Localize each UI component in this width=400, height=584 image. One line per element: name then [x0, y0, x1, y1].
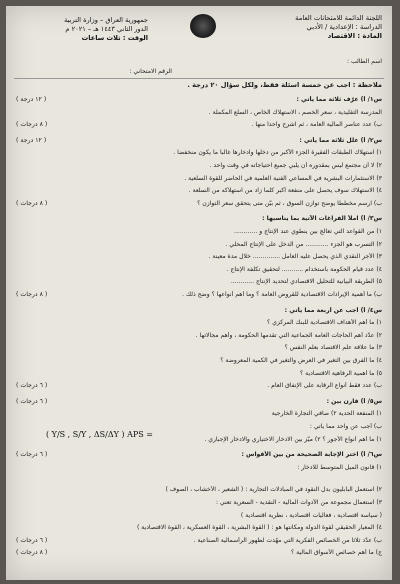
- question-line: س٣/ أ) املأ الفراغات الآتية بما يناسبها :: [262, 215, 382, 223]
- header-left-line: الدور الثاني ١٤٤٣ هـ – ٢٠٢١ م: [65, 25, 148, 33]
- question-line: ١) ما أهم أنواع الأجور ؟ ٢) ميّز بين الادخار الاختياري والادخار الإجباري .: [204, 435, 382, 443]
- header-rule: [14, 78, 384, 79]
- question-line: س٢/ أ) علل ثلاثة مما يأتي :: [299, 136, 382, 144]
- marks-label: ( ٦ درجات ): [16, 451, 48, 459]
- question-line: س١/ أ) عرّف ثلاثة مما يأتي :: [296, 96, 382, 103]
- question-line: ٢) لا أن مجتمع ليس بمقدوره أن يلبي جميع احتياجاته في وقت واحد .: [209, 162, 382, 169]
- formula-option: ,: [67, 430, 73, 439]
- question-line: ب) عدد فقط أنواع الرقابة على الإنفاق العام .: [267, 382, 382, 390]
- header-right-line: اللجنة الدائمة للامتحانات العامة: [295, 14, 382, 22]
- formula-option: ,: [88, 430, 94, 439]
- question-line: ب) عدد عناصر المالية العامة ، ثم اشرح واحداً منها .: [251, 121, 382, 129]
- marks-label: ( ٦ درجات ): [16, 536, 48, 544]
- marks-label: ( ٦ درجات ): [16, 382, 48, 390]
- formula-label: APS =: [127, 430, 153, 439]
- marks-label: ( ٦ درجات ): [16, 397, 48, 405]
- question-line: س٤/ أ) أجب عن أربعة مما يأتي :: [284, 306, 382, 314]
- header-right-line: الدراسة : الإعدادية / الأدبي: [306, 23, 382, 31]
- formula-option: S/Y: [72, 430, 89, 439]
- question-line: ٣) الاستثمارات البشرية في المساعي الفنية العلمية في الحاضر للقوة السلعية .: [184, 174, 382, 182]
- marks-label: ( ٨ درجات ): [16, 199, 48, 207]
- header-left-line: الوقت : ثلاث ساعات: [81, 34, 148, 42]
- header-right-line: المادة : الاقتصاد: [327, 32, 382, 40]
- marks-label: ( ٨ درجات ): [16, 549, 48, 557]
- marks-label: ( ٨ درجات ): [16, 291, 48, 298]
- question-line: ٤) المعيار الحقيقي لقوة الدولة ومكانتها هو : ( القوة البشرية ، القوة العسكرية ، القوة الاقتصادية ): [136, 524, 382, 532]
- question-line: ٤) ما الفرق بين التغير في العرض والتغير في الكمية المعروضة ؟: [220, 357, 382, 364]
- formula-option: ( Y/S: [46, 430, 68, 439]
- question-line: ١) المنفعة الحدية ٢) صافي التجارة الخارجية: [271, 410, 382, 418]
- question-line: ٥) ما أهمية الرفاهية الاقتصادية ؟: [300, 369, 382, 377]
- student-name-label: اسم الطالب :: [346, 58, 382, 65]
- marks-label: ( ١٢ درجة ): [16, 136, 47, 144]
- ministry-seal: [190, 14, 216, 38]
- question-line: ١) استهلاك الطبقات الفقيرة الجزء الأكبر من دخلها وادخارها غالباً ما يكون منخفضاً .: [173, 149, 382, 157]
- question-line: س٥/ أ) قارن بين :: [326, 397, 382, 405]
- question-line: ٤) الاستهلاك سوف يحصل على منفعة أكبر كلما زاد من استهلاكه من السلعة .: [188, 187, 382, 195]
- question-line: ٢) التسرب هو الجزء ............ من الدخل على الإنتاج المحلي .: [225, 240, 382, 248]
- question-line: ب) ارسم مخططاً يوضح توازن السوق ، ثم بيّن متى يتحقق سعر التوازن ؟: [197, 199, 382, 207]
- header-committee: [252, 14, 382, 41]
- question-line: ٥) الطريقة البيانية للتحليل الاقتصادي لتحديد الإنتاج ............: [230, 278, 382, 286]
- header-left-line: جمهورية العراق – وزارة التربية: [64, 16, 148, 24]
- question-line: ٣) استعمال مجموعة من الأدوات المالية - النقدية - السعرية تعني :: [215, 499, 382, 506]
- exam-paper: [6, 6, 392, 580]
- question-line: ٣) ما علاقة علم الاقتصاد بعلم النفس ؟: [284, 344, 382, 352]
- question-line: ٣) الأجر النقدي الذي يحصل عليه العامل .............. خلال مدة معينة .: [208, 253, 382, 261]
- question-line: ب) أجب عن واحد مما يأتي :: [309, 423, 382, 430]
- question-line: ٢) عدّد أهم الحاجات العامة الجماعية التي تقدمها الحكومة ، وأهم مجالاتها .: [195, 331, 382, 339]
- question-line: ج) ما أهم خصائص الأسواق المالية ؟: [290, 549, 382, 557]
- question-line: المدرسة التقليدية ، سعر الخصم ، الاستهلاك الخاص ، السلع المكملة .: [208, 108, 382, 116]
- question-line: ١) ما أهم الأهداف الاقتصادية للبنك المركزي ؟: [266, 319, 382, 327]
- question-line: ٢) استعمل البابليون بدل النقود في المبادلات التجارية : ( الشعير ، الأخشاب ، الصوف ): [165, 486, 382, 494]
- question-line: س٦/ أ) اختر الإجابة الصحيحة من بين الأقواس :: [241, 451, 382, 459]
- exam-number-label: الرقم الامتحاني :: [129, 68, 172, 75]
- question-line: ب) عدّد ثلاثاً من الخصائص الفكرية التي مهّدت لظهور الرأسمالية الصناعية .: [193, 536, 382, 544]
- question-line: ب) ما أهمية الإيرادات الاقتصادية للقروض العامة ؟ وما أهم أنواعها ؟ وضح ذلك .: [182, 291, 382, 298]
- marks-label: ( ١٢ درجة ): [16, 96, 47, 103]
- question-line: ( سياسة اقتصادية ، فعاليات اقتصادية ، نظرية اقتصادية ): [240, 511, 382, 519]
- header-ministry: [18, 16, 148, 43]
- exam-note: ملاحظة : أجب عن خمسة أسئلة فقط، ولكل سؤال ٢٠ درجة .: [187, 82, 382, 89]
- formula-option: ΔS/ΔY ): [93, 430, 128, 439]
- question-line: ٤) عدد قيام الحكومة باستخدام ........... لتحقيق تكلفة الإنتاج .: [226, 265, 382, 273]
- question-line: ١) قانون الميل المتوسط للادخار :: [297, 463, 382, 471]
- question-line: ١) من القواعد التي تعالج بين ينطوي عند الإنتاج و ............: [234, 228, 382, 235]
- marks-label: ( ٨ درجات ): [16, 121, 48, 129]
